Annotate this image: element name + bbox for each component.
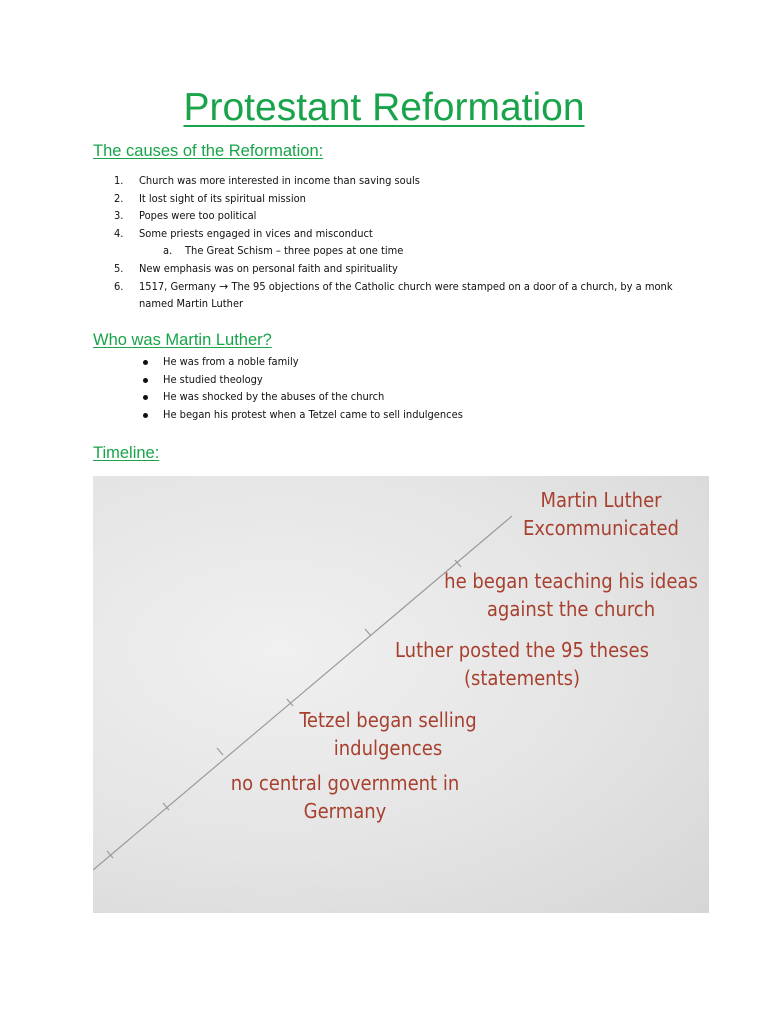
bullet-text: He began his protest when a Tetzel came to sell indulgences (163, 407, 463, 421)
bullet-icon (143, 395, 148, 400)
bullet-text: He was shocked by the abuses of the church (163, 390, 385, 404)
list-number: 3. (114, 209, 124, 223)
document-title: Protestant Reformation (183, 86, 585, 129)
list-number: 5. (114, 261, 124, 275)
timeline-image (93, 476, 709, 913)
list-item-text: 1517, Germany (139, 279, 216, 293)
bullet-item (0, 371, 463, 389)
bullet-item (0, 388, 463, 406)
list-item (0, 278, 679, 313)
timeline-event: Martin Luther Excommunicated (523, 488, 679, 540)
list-number: 6. (114, 279, 124, 293)
list-item (0, 207, 679, 225)
timeline-tick (217, 748, 223, 755)
bullet-item (0, 353, 463, 371)
list-item (0, 260, 679, 278)
timeline-event: Tetzel began selling indulgences (299, 708, 477, 760)
list-item-text: It lost sight of its spiritual mission (139, 191, 306, 205)
causes-heading: The causes of the Reformation: (93, 142, 324, 160)
timeline-heading: Timeline: (93, 444, 160, 462)
luther-heading: Who was Martin Luther? (93, 331, 272, 349)
list-item-text: The Great Schism – three popes at one time (185, 244, 404, 258)
bullet-text: He was from a noble family (163, 355, 299, 368)
luther-list (0, 353, 463, 423)
causes-list (0, 172, 679, 313)
list-item-text: New emphasis was on personal faith and spirituality (139, 261, 398, 275)
timeline-event: Luther posted the 95 theses (statements) (395, 638, 649, 690)
timeline-event: he began teaching his ideas against the church (444, 569, 698, 621)
list-item-text: Popes were too political (139, 209, 257, 223)
arrow-right-icon: → (219, 279, 229, 293)
timeline-tick (365, 629, 371, 636)
bullet-item (0, 406, 463, 424)
list-number: 4. (114, 226, 124, 240)
list-number: 2. (114, 191, 124, 205)
list-number: a. (163, 244, 173, 258)
list-item (0, 225, 679, 243)
bullet-icon (143, 413, 148, 418)
list-item-text: The 95 objections of the Catholic church were stamped on a door of a church, by a monk named Martin Luther (139, 279, 673, 311)
timeline-event: no central government in Germany (230, 771, 460, 823)
bullet-icon (143, 360, 148, 365)
list-number: 1. (114, 174, 124, 187)
bullet-icon (143, 378, 148, 383)
list-item (0, 172, 679, 190)
bullet-text: He studied theology (163, 372, 263, 386)
list-item-text: Church was more interested in income than saving souls (139, 174, 420, 187)
list-item-text: Some priests engaged in vices and misconduct (139, 226, 373, 240)
list-item (0, 190, 679, 208)
sub-list-item (0, 242, 679, 260)
